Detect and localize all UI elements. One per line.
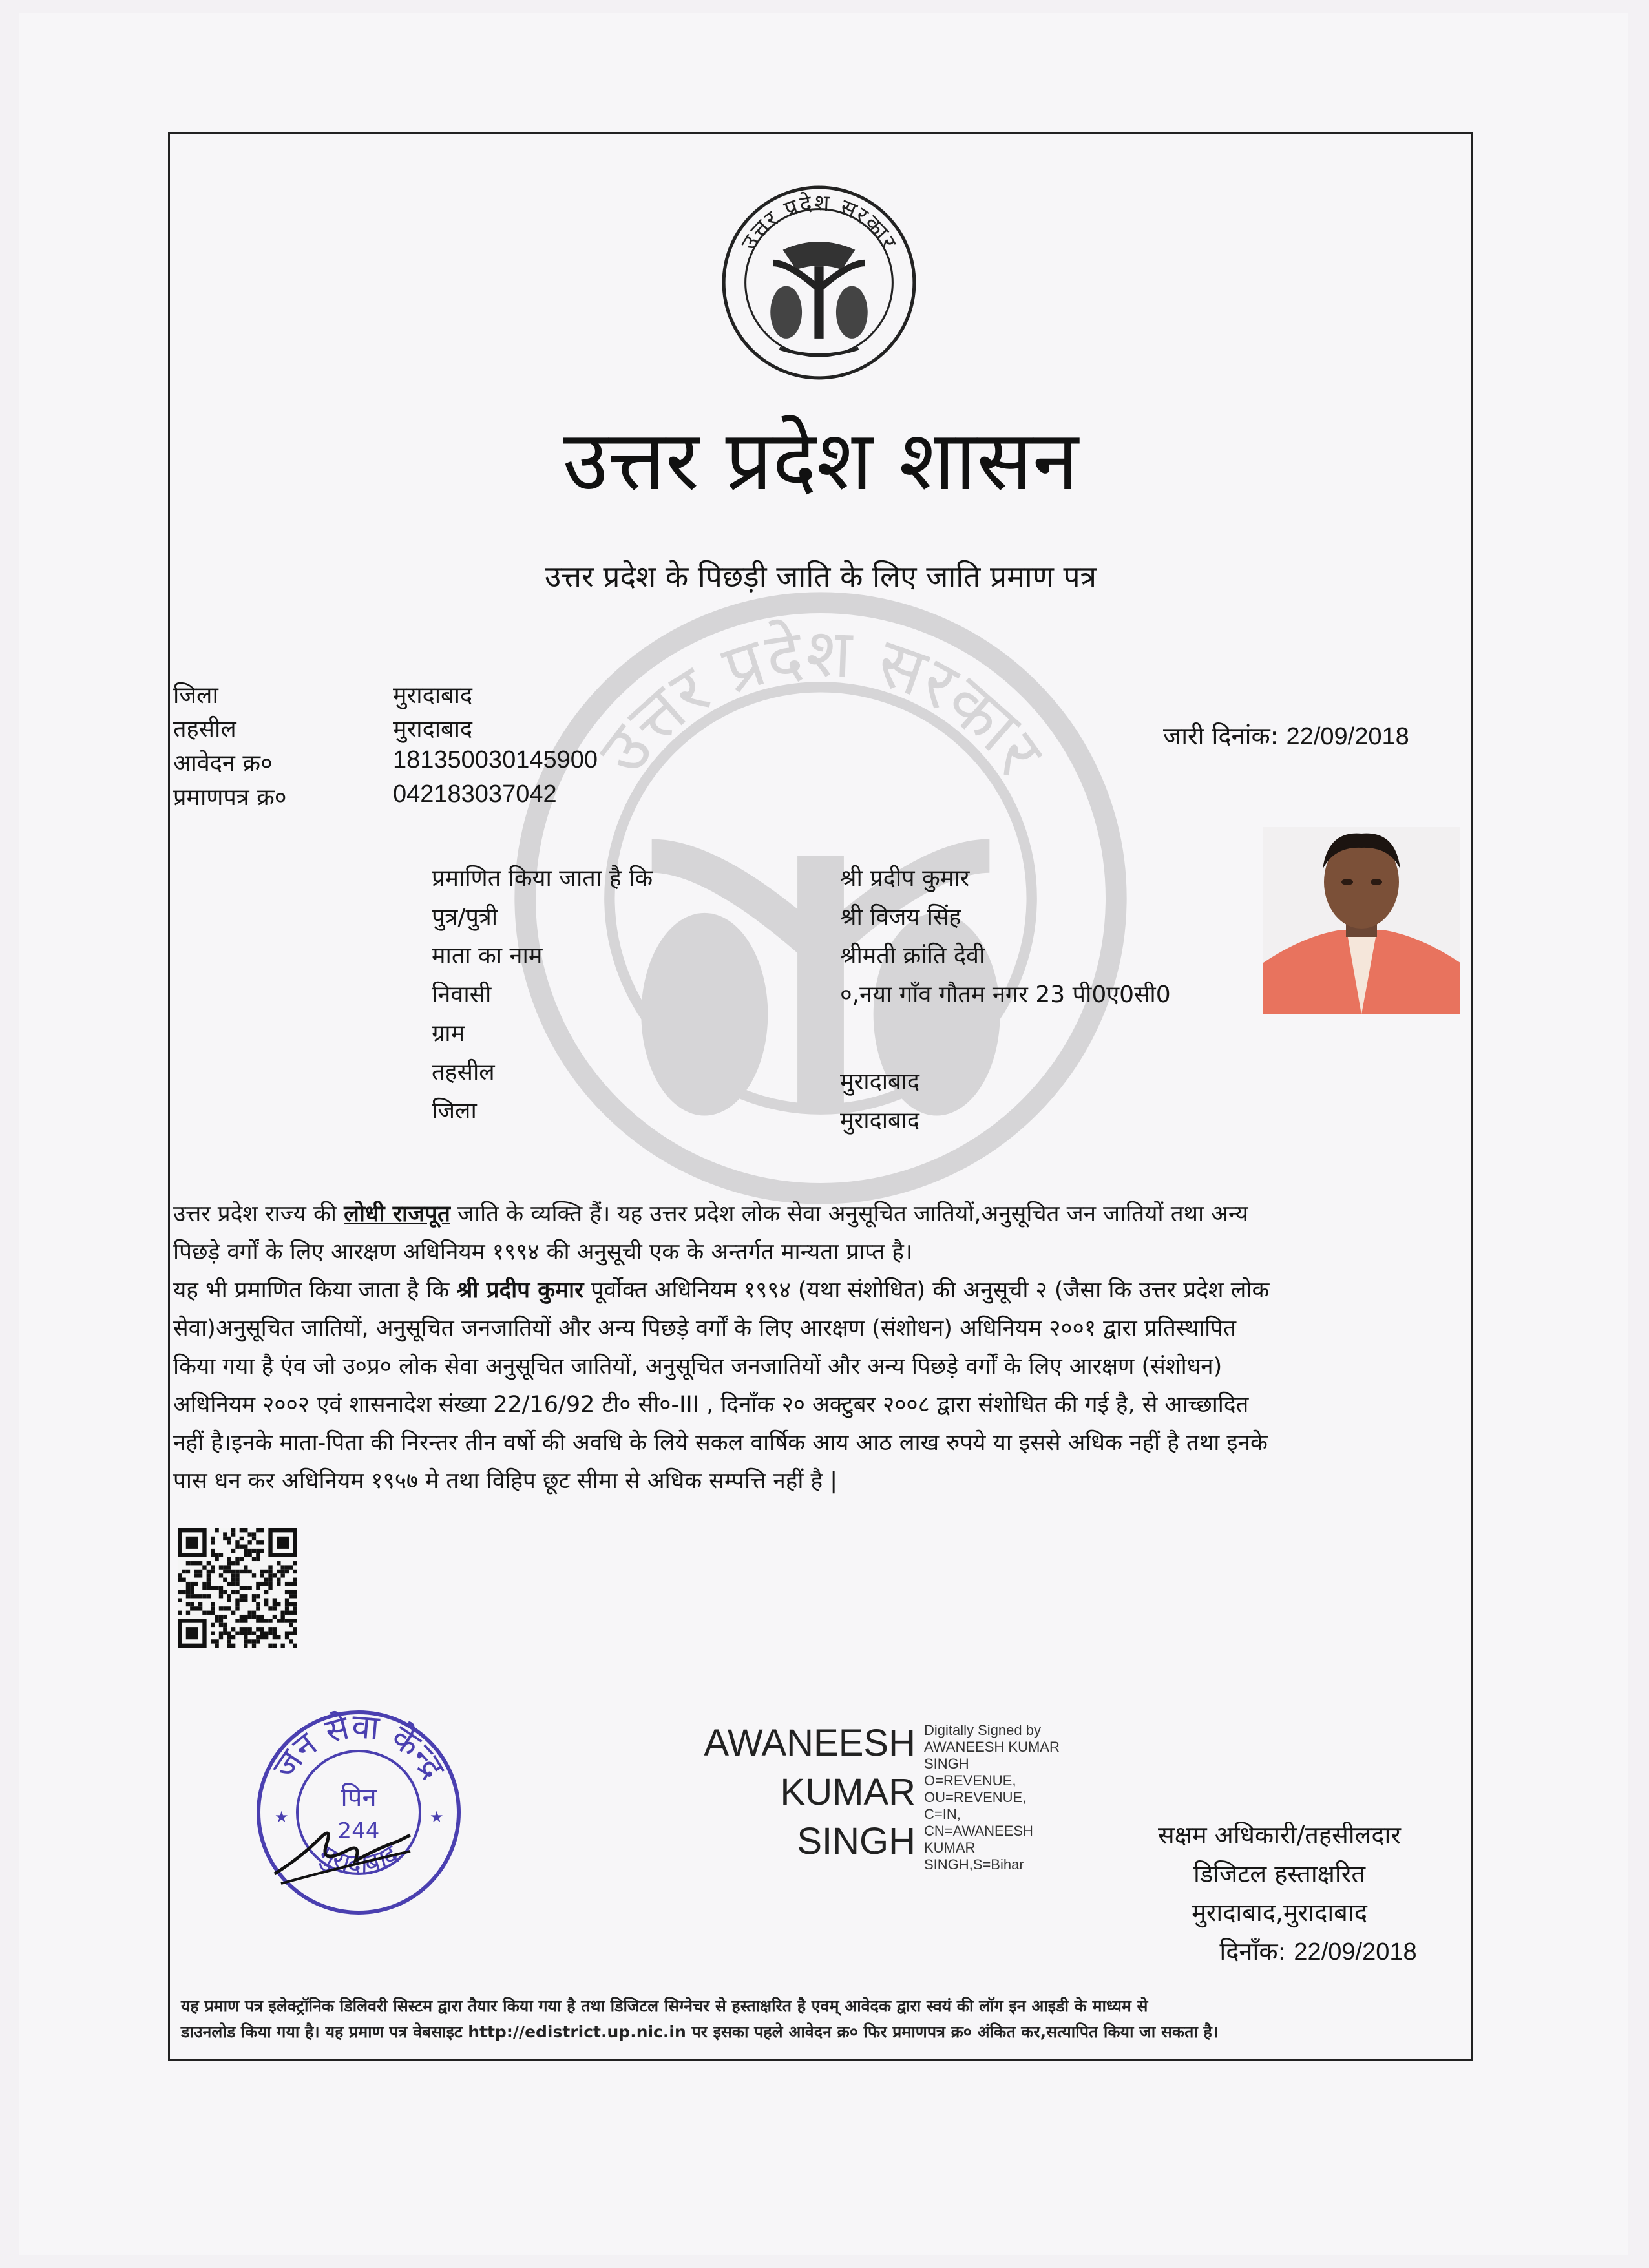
applicant-photo [1263, 827, 1460, 1014]
detail-label: ग्राम [432, 1020, 465, 1047]
svg-text:मुरादाबाद: मुरादाबाद [313, 1839, 404, 1880]
digital-signature-details: Digitally Signed by AWANEESH KUMAR SINGH O=REVENUE, OU=REVENUE, C=IN, CN=AWANEESH KUMAR SINGH,S=Bihar [924, 1722, 1060, 1873]
officer-date-label: दिनाँक: [1219, 1937, 1287, 1966]
detail-label: प्रमाणित किया जाता है कि [432, 865, 653, 892]
tehsil-label: तहसील [173, 716, 236, 742]
detail-label: निवासी [432, 982, 492, 1008]
applicant-name: श्री प्रदीप कुमार [840, 865, 970, 892]
mother-name: श्रीमती क्रांति देवी [840, 943, 985, 969]
tehsil-value: मुरादाबाद [393, 716, 473, 742]
detail-label: पुत्र/पुत्री [432, 904, 498, 930]
certificate-number: 042183037042 [393, 781, 557, 808]
detail-district-value: मुरादाबाद [840, 1108, 920, 1134]
residence-value: ०,नया गाँव गौतम नगर 23 पी0ए0सी0 [840, 982, 1171, 1008]
issue-date-label: जारी दिनांक: [1163, 722, 1279, 750]
certificate-label: प्रमाणपत्र क्र० [173, 784, 287, 811]
detail-label: माता का नाम [432, 943, 543, 969]
application-number: 181350030145900 [393, 746, 598, 773]
caste-name: लोधी राजपूत [344, 1201, 450, 1227]
officer-date-value: 22/09/2018 [1294, 1938, 1417, 1966]
issue-date [1163, 719, 1409, 752]
qr-code[interactable] [178, 1528, 297, 1648]
district-label: जिला [173, 682, 218, 709]
svg-text:उत्तर प्रदेश सरकार: उत्तर प्रदेश सरकार [736, 190, 902, 255]
certificate-subtitle: उत्तर प्रदेश के पिछड़ी जाति के लिए जाति प्रमाण पत्र [544, 559, 1097, 594]
page-title: उत्तर प्रदेश शासन [563, 413, 1078, 509]
applicant-name-inline: श्री प्रदीप कुमार [456, 1277, 584, 1303]
digital-signature-name: AWANEESH KUMAR SINGH [704, 1722, 916, 1862]
svg-text:जन सेवा केन्द्र: जन सेवा केन्द्र [265, 1706, 453, 1786]
father-name: श्री विजय सिंह [840, 904, 961, 930]
issue-date-value: 22/09/2018 [1286, 723, 1409, 750]
svg-text:पिन: पिन [341, 1783, 377, 1812]
district-value: मुरादाबाद [393, 682, 473, 709]
svg-text:★: ★ [430, 1808, 444, 1826]
detail-label: तहसील [432, 1059, 495, 1086]
svg-text:उत्तर प्रदेश सरकार: उत्तर प्रदेश सरकार [583, 613, 1059, 789]
jan-seva-kendra-stamp [249, 1703, 468, 1922]
detail-label: जिला [432, 1098, 477, 1124]
issuing-officer: सक्षम अधिकारी/तहसीलदार डिजिटल हस्ताक्षरित मुरादाबाद,मुरादाबाद दिनाँक: 22/09/2018 [1158, 1821, 1417, 1966]
svg-text:244: 244 [337, 1818, 380, 1844]
up-government-emblem [720, 184, 918, 381]
emblem-watermark [504, 582, 1137, 1215]
application-label: आवेदन क्र० [173, 750, 273, 777]
svg-text:★: ★ [275, 1808, 289, 1826]
detail-tehsil-value: मुरादाबाद [840, 1069, 920, 1095]
certificate-body: उत्तर प्रदेश राज्य की लोधी राजपूत जाति के व्यक्ति हैं। यह उत्तर प्रदेश लोक सेवा अनुसूचित जातियों,अनुसूचित जन जातियों तथा अन्य पिछड़े वर्गों के लिए आरक्षण अधिनियम १९९४ की अनुसूची एक के अन्तर्गत मान्यता प्राप्त है। यह भी प्रमाणित किया जाता है कि श्री प्रदीप कुमार पूर्वोक्त अधिनियम १९९४ (यथा संशोधित) की अनुसूची २ (जैसा कि उत्तर प्रदेश लोक सेवा)अनुसूचित जातियों, अनुसूचित जनजातियों और अन्य पिछड़े वर्गों के लिए आरक्षण (संशोधन) अधिनियम २००१ द्वारा प्रतिस्थापित किया गया है एंव जो उ०प्र० लोक सेवा अनुसूचित जातियों, अनुसूचित जनजातियों और अन्य पिछड़े वर्गों के लिए आरक्षण (संशोधन) अधिनियम २००२ एवं शासनादेश संख्या 22/16/92 टी० सी०-III , दिनाँक २० अक्टुबर २००८ द्वारा संशोधित की गई है, से आच्छादित नहीं है।इनके माता-पिता की निरन्तर तीन वर्षो की अवधि के लिये सकल वार्षिक आय आठ लाख रुपये या इससे अधिक नहीं है तथा इनके पास धन कर अधिनियम १९५७ मे तथा विहिप छूट सीमा से अधिक सम्पत्ति नहीं है | [173, 1201, 1270, 1494]
footer-note: यह प्रमाण पत्र इलेक्ट्रॉनिक डिलिवरी सिस्टम द्वारा तैयार किया गया है तथा डिजिटल सिग्नेचर से हस्ताक्षरित है एवम् आवेदक द्वारा स्वयं की लॉग इन आइडी के माध्यम से डाउनलोड किया गया है। यह प्रमाण पत्र वेबसाइट http://edistrict.up.nic.in पर इसका पहले आवेदन क्र० फिर प्रमाणपत्र क्र० अंकित कर,सत्यापित किया जा सकता है। [181, 1997, 1219, 2041]
